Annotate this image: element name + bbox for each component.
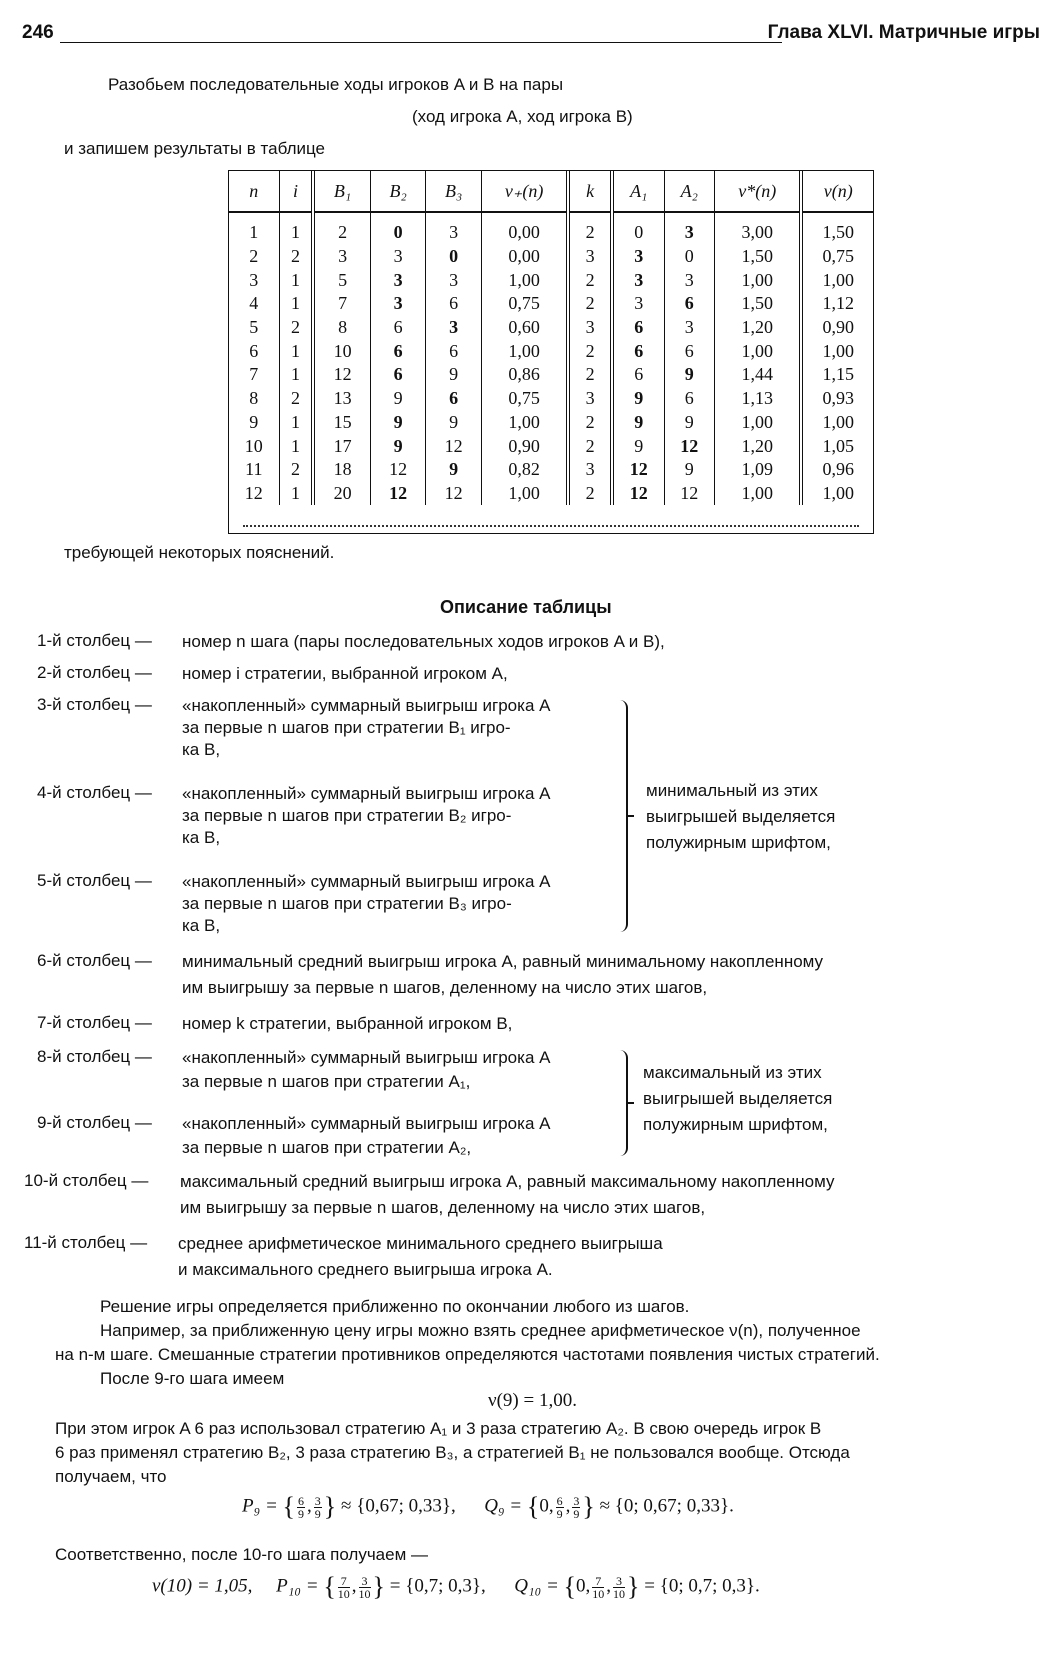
table-cell: 1,05 — [822, 435, 854, 456]
min-max-value: 9 — [449, 459, 459, 480]
table-cell: 10 — [229, 434, 279, 458]
table-cell: 8 — [229, 387, 279, 411]
brace-close: } — [372, 1572, 386, 1601]
col11-line2: и максимального среднего выигрыша игрока A. — [178, 1260, 553, 1279]
table-cell: 0,82 — [481, 458, 568, 482]
denominator: 10 — [337, 1586, 350, 1601]
p10-lhs: P₁₀ = — [276, 1575, 324, 1597]
col2-label: 2-й столбец — — [37, 663, 152, 682]
table-cell: 6 — [229, 339, 279, 363]
min-max-value: 6 — [393, 340, 403, 361]
table-cell: 7 — [229, 363, 279, 387]
table-cell — [664, 363, 715, 387]
table-cell: 2 — [279, 458, 313, 482]
table-cell: 9 — [229, 411, 279, 435]
table-cell: 9 — [370, 387, 426, 411]
min-max-value: 9 — [634, 388, 644, 409]
header-cell: B₃ — [426, 171, 482, 212]
col10-line1: максимальный средний выигрыш игрока A, равный максимальному накопленному — [180, 1172, 835, 1191]
table-cell: 3 — [313, 245, 370, 269]
table-cell: 6 — [612, 363, 664, 387]
header-cell: k — [568, 171, 612, 212]
fraction-3-10 — [613, 1575, 625, 1600]
col6-line2: им выигрышу за первые n шагов, деленному на число этих шагов, — [182, 978, 708, 997]
table-row — [229, 339, 873, 363]
min-max-value: 9 — [393, 411, 403, 432]
denominator: 9 — [573, 1506, 580, 1521]
table-cell: 2 — [279, 387, 313, 411]
header-cell: B₂ — [370, 171, 426, 212]
table-cell — [370, 434, 426, 458]
table-cell: 8 — [313, 316, 370, 340]
brace-open: { — [563, 1572, 577, 1601]
paragraph-3: После 9-го шага имеем — [100, 1369, 285, 1388]
min-max-value: 6 — [634, 340, 644, 361]
fraction-3-10 — [359, 1575, 371, 1600]
table-cell: 17 — [313, 434, 370, 458]
min-max-value: 9 — [393, 435, 403, 456]
table-row — [229, 292, 873, 316]
table-cell: 0,90 — [481, 434, 568, 458]
numerator: 3 — [613, 1575, 625, 1588]
results-table — [229, 171, 873, 505]
table-cell: 1,12 — [822, 293, 854, 314]
col10-line2: им выигрышу за первые n шагов, деленному на число этих шагов, — [180, 1198, 706, 1217]
brace-open: { — [526, 1492, 540, 1521]
numerator: 6 — [556, 1493, 563, 1508]
table-cell: 1 — [279, 268, 313, 292]
q10-zero: 0, — [576, 1575, 591, 1597]
chapter-title: Глава XLVI. Матричные игры — [767, 22, 1040, 43]
paragraph-4-line2: 6 раз применял стратегию B₂, 3 раза стратегию B₃, а стратегией B₁ не пользовался вообще. Отсюда — [55, 1443, 850, 1462]
table-cell: 0,86 — [481, 363, 568, 387]
fraction-3-9 — [314, 1495, 322, 1520]
col1-label: 1-й столбец — — [37, 631, 152, 650]
col9-label: 9-й столбец — — [37, 1113, 152, 1132]
table-row — [229, 411, 873, 435]
table-cell: 9 — [612, 434, 664, 458]
table-cell: 0,75 — [481, 292, 568, 316]
table-cell: 1,00 — [822, 411, 854, 432]
table-row — [229, 363, 873, 387]
min-max-value: 12 — [629, 459, 648, 480]
table-cell — [664, 212, 715, 245]
table-cell — [426, 387, 482, 411]
col5-line1: «накопленный» суммарный выигрыш игрока A — [182, 872, 551, 891]
numerator: 6 — [298, 1493, 305, 1508]
table-cell: 3 — [370, 245, 426, 269]
table-cell — [370, 482, 426, 506]
table-cell: 0,00 — [481, 245, 568, 269]
table-cell: 5 — [229, 316, 279, 340]
table-cell: 18 — [313, 458, 370, 482]
table-cell: 2 — [568, 411, 612, 435]
min-max-value: 12 — [389, 482, 408, 503]
min-max-value: 3 — [449, 317, 459, 338]
table-cell: 3 — [568, 387, 612, 411]
col11-line1: среднее арифметическое минимального среднего выигрыша — [178, 1234, 663, 1253]
denominator: 9 — [298, 1506, 305, 1521]
numerator: 3 — [359, 1575, 371, 1588]
table-cell: 2 — [568, 212, 612, 245]
min-max-value: 3 — [684, 222, 694, 243]
table-cell — [370, 292, 426, 316]
fraction-6-9 — [297, 1495, 305, 1520]
paragraph-2-line2: на n-м шаге. Смешанные стратегии противников определяются частотами появления чистых стратегий. — [55, 1345, 880, 1364]
col8-label: 8-й столбец — — [37, 1047, 152, 1066]
numerator: 3 — [573, 1493, 580, 1508]
min-max-value: 6 — [684, 293, 694, 314]
after-table-text: требующей некоторых пояснений. — [64, 543, 335, 562]
col3-line1: «накопленный» суммарный выигрыш игрока A — [182, 696, 551, 715]
denominator: 10 — [613, 1586, 626, 1601]
table-cell: 1,50 — [715, 245, 802, 269]
table-row — [229, 434, 873, 458]
formula-10: ν(10) = 1,05, P₁₀ = { $\frac{7}{10}$ , $\frac{3}{10}$ } = {0,7; 0,3}, Q₁₀ = {0, $\frac{7}{10}$ , $\frac{3}{10}$ } = {0; 0,7; 0,3}. — [152, 1572, 760, 1601]
table-cell: 9 — [664, 411, 715, 435]
fraction-6-9 — [556, 1495, 564, 1520]
table-cell: 1,00 — [715, 339, 802, 363]
table-cell — [612, 268, 664, 292]
fraction-7-10 — [592, 1575, 604, 1600]
table-cell: 0 — [612, 212, 664, 245]
table-dotted-line — [243, 525, 859, 527]
brace-2-tip — [626, 1102, 634, 1104]
table-cell: 1 — [279, 411, 313, 435]
table-row — [229, 458, 873, 482]
numerator: 3 — [314, 1493, 321, 1508]
header-cell: ν*(n) — [715, 171, 802, 212]
min-max-value: 3 — [393, 269, 403, 290]
col3-label: 3-й столбец — — [37, 695, 152, 714]
table-cell: 2 — [568, 339, 612, 363]
table-row — [229, 482, 873, 506]
col9-line2: за первые n шагов при стратегии A₂, — [182, 1138, 472, 1157]
table-cell — [612, 316, 664, 340]
min-max-value: 0 — [393, 222, 403, 243]
col11-label: 11-й столбец — — [24, 1233, 148, 1252]
page-number: 246 — [22, 22, 54, 43]
p10-eq: = {0,7; 0,3}, — [385, 1575, 486, 1597]
brace-1-tip — [626, 815, 634, 817]
min-max-value: 6 — [393, 364, 403, 385]
formula-v9: ν(9) = 1,00. — [488, 1390, 577, 1411]
min-max-value: 9 — [634, 411, 644, 432]
table-cell: 2 — [279, 316, 313, 340]
table-cell: 12 — [664, 482, 715, 506]
brace-close: } — [323, 1492, 337, 1521]
min-max-value: 3 — [634, 246, 644, 267]
paragraph-1: Решение игры определяется приближенно по окончании любого из шагов. — [100, 1297, 690, 1316]
table-cell — [664, 292, 715, 316]
table-cell: 2 — [568, 292, 612, 316]
table-cell: 1 — [279, 292, 313, 316]
table-cell: 1,00 — [715, 482, 802, 506]
table-cell: 5 — [313, 268, 370, 292]
numerator: 7 — [592, 1575, 604, 1588]
table-cell: 3 — [612, 292, 664, 316]
paragraph-4-line3: получаем, что — [55, 1467, 167, 1486]
table-body — [229, 212, 873, 505]
table-cell: 10 — [313, 339, 370, 363]
col6-label: 6-й столбец — — [37, 951, 152, 970]
table-cell: 7 — [313, 292, 370, 316]
table-cell: 6 — [664, 387, 715, 411]
table-cell: 20 — [313, 482, 370, 506]
numerator: 7 — [338, 1575, 350, 1588]
results-table-frame — [228, 170, 874, 534]
table-cell: 0,60 — [481, 316, 568, 340]
table-cell: 12 — [229, 482, 279, 506]
table-cell: 1,00 — [822, 269, 854, 290]
table-cell: 0,90 — [822, 317, 854, 338]
col5-label: 5-й столбец — — [37, 871, 152, 890]
table-cell: 1,09 — [715, 458, 802, 482]
table-cell: 1 — [279, 212, 313, 245]
brace-open: { — [282, 1492, 296, 1521]
col8-line1: «накопленный» суммарный выигрыш игрока A — [182, 1048, 551, 1067]
brace-close: } — [627, 1572, 640, 1601]
col1-text: номер n шага (пары последовательных ходов игроков A и B), — [182, 632, 665, 651]
header-cell: A₂ — [664, 171, 715, 212]
header-cell: n — [229, 171, 279, 212]
table-cell: 9 — [664, 458, 715, 482]
table-cell: 2 — [568, 268, 612, 292]
col3-line2: за первые n шагов при стратегии B₁ игро- — [182, 718, 511, 737]
table-cell: 12 — [426, 482, 482, 506]
table-cell: 6 — [426, 292, 482, 316]
min-max-value: 12 — [629, 482, 648, 503]
table-row — [229, 387, 873, 411]
col4-line3: ка B, — [182, 828, 221, 847]
table-row — [229, 268, 873, 292]
col3-line3: ка B, — [182, 740, 221, 759]
table-cell: 0,00 — [481, 212, 568, 245]
denominator: 10 — [592, 1586, 605, 1601]
table-cell: 1,00 — [481, 482, 568, 506]
table-cell — [426, 458, 482, 482]
table-cell: 3 — [568, 316, 612, 340]
table-cell: 6 — [370, 316, 426, 340]
table-cell: 1,00 — [481, 339, 568, 363]
table-cell: 2 — [568, 482, 612, 506]
col4-line2: за первые n шагов при стратегии B₂ игро- — [182, 806, 512, 825]
table-cell: 2 — [568, 363, 612, 387]
bracket2-line3: полужирным шрифтом, — [643, 1115, 828, 1134]
table-cell: 3 — [426, 212, 482, 245]
col5-line3: ка B, — [182, 916, 221, 935]
header-cell: ν(n) — [801, 171, 873, 212]
table-cell — [370, 363, 426, 387]
min-max-value: 3 — [634, 269, 644, 290]
min-max-value: 0 — [449, 246, 459, 267]
intro-line-3: и запишем результаты в таблице — [64, 139, 325, 158]
table-cell: 11 — [229, 458, 279, 482]
bracket2-line2: выигрышей выделяется — [643, 1089, 833, 1108]
table-cell: 3 — [664, 316, 715, 340]
table-cell: 3 — [664, 268, 715, 292]
intro-line-1: Разобьем последовательные ходы игроков A и B на пары — [108, 75, 564, 94]
table-cell: 0,75 — [481, 387, 568, 411]
table-cell — [426, 245, 482, 269]
table-cell: 1 — [279, 434, 313, 458]
table-cell: 1,20 — [715, 316, 802, 340]
table-cell: 1 — [279, 363, 313, 387]
intro-line-2: (ход игрока A, ход игрока B) — [412, 107, 633, 126]
min-max-value: 3 — [393, 293, 403, 314]
table-row — [229, 212, 873, 245]
col4-line1: «накопленный» суммарный выигрыш игрока A — [182, 784, 551, 803]
table-cell: 4 — [229, 292, 279, 316]
page-header — [22, 18, 1040, 48]
table-cell: 1,13 — [715, 387, 802, 411]
header-rule — [60, 42, 782, 43]
table-cell: 2 — [568, 434, 612, 458]
table-cell: 0,96 — [822, 459, 854, 480]
table-cell — [370, 411, 426, 435]
formula-p9-q9: P₉ = { $\frac{6}{9}$ , $\frac{3}{9}$ } ≈ {0,67; 0,33}, Q₉ = {0, $\frac{6}{9}$ , $\frac{3}{9}$ } ≈ {0; 0,67; 0,33}. — [242, 1492, 734, 1521]
col9-line1: «накопленный» суммарный выигрыш игрока A — [182, 1114, 551, 1133]
table-cell: 1,00 — [715, 411, 802, 435]
denominator: 9 — [556, 1506, 563, 1521]
table-cell: 3 — [426, 268, 482, 292]
col4-label: 4-й столбец — — [37, 783, 152, 802]
table-cell: 12 — [370, 458, 426, 482]
col7-label: 7-й столбец — — [37, 1013, 152, 1032]
table-cell: 9 — [426, 363, 482, 387]
col10-label: 10-й столбец — — [24, 1171, 149, 1190]
bracket1-line3: полужирным шрифтом, — [646, 833, 831, 852]
min-max-value: 6 — [634, 317, 644, 338]
table-cell: 1,50 — [822, 222, 854, 243]
p9-lhs: P₉ = — [242, 1495, 283, 1517]
min-max-value: 6 — [449, 388, 459, 409]
col5-line2: за первые n шагов при стратегии B₃ игро- — [182, 894, 512, 913]
table-cell — [370, 268, 426, 292]
min-max-value: 12 — [680, 435, 699, 456]
table-cell: 9 — [426, 411, 482, 435]
table-cell: 1 — [229, 212, 279, 245]
col6-line1: минимальный средний выигрыш игрока A, равный минимальному накопленному — [182, 952, 824, 971]
table-cell — [612, 339, 664, 363]
col2-text: номер i стратегии, выбранной игроком A, — [182, 664, 508, 683]
table-cell: 1,20 — [715, 434, 802, 458]
table-cell: 6 — [664, 339, 715, 363]
col8-line2: за первые n шагов при стратегии A₁, — [182, 1072, 471, 1091]
table-cell: 12 — [426, 434, 482, 458]
table-cell: 1,00 — [822, 340, 854, 361]
table-cell: 3,00 — [715, 212, 802, 245]
table-cell — [426, 316, 482, 340]
denominator: 10 — [358, 1586, 371, 1601]
q9-lhs: Q₉ = — [484, 1495, 527, 1517]
table-cell: 12 — [313, 363, 370, 387]
q9-zero: 0, — [539, 1495, 554, 1517]
table-cell: 1,00 — [715, 268, 802, 292]
table-cell: 2 — [279, 245, 313, 269]
brace-open: { — [323, 1572, 336, 1601]
paragraph-5: Соответственно, после 10-го шага получаем — — [55, 1545, 428, 1564]
table-row — [229, 245, 873, 269]
paragraph-2-line1: Например, за приближенную цену игры можно взять среднее арифметическое ν(n), полученное — [100, 1321, 861, 1340]
table-cell: 1,00 — [822, 482, 854, 503]
v10: ν(10) = 1,05, — [152, 1575, 253, 1597]
q10-eq: = {0; 0,7; 0,3}. — [639, 1575, 760, 1597]
table-cell — [370, 212, 426, 245]
p9-approx: ≈ {0,67; 0,33}, — [336, 1495, 456, 1517]
table-cell: 15 — [313, 411, 370, 435]
paragraph-4-line1: При этом игрок A 6 раз использовал стратегию A₁ и 3 раза стратегию A₂. В свою очередь игрок B — [55, 1419, 822, 1438]
table-cell: 0,75 — [822, 246, 854, 267]
table-cell — [612, 245, 664, 269]
table-cell: 1 — [279, 482, 313, 506]
table-cell: 3 — [568, 458, 612, 482]
table-header-row — [229, 171, 873, 212]
table-cell — [370, 339, 426, 363]
table-cell — [612, 482, 664, 506]
header-cell: i — [279, 171, 313, 212]
table-cell: 2 — [229, 245, 279, 269]
table-cell — [612, 387, 664, 411]
header-cell: B₁ — [313, 171, 370, 212]
table-cell: 3 — [229, 268, 279, 292]
bracket1-line2: выигрышей выделяется — [646, 807, 836, 826]
table-cell: 1,00 — [481, 268, 568, 292]
table-cell: 1,44 — [715, 363, 802, 387]
table-cell — [664, 434, 715, 458]
fraction-7-10 — [338, 1575, 350, 1600]
table-cell: 2 — [313, 212, 370, 245]
header-cell: A₁ — [612, 171, 664, 212]
table-cell: 1,15 — [822, 364, 854, 385]
min-max-value: 9 — [684, 364, 694, 385]
table-cell: 3 — [568, 245, 612, 269]
table-cell: 6 — [426, 339, 482, 363]
description-title: Описание таблицы — [440, 597, 612, 617]
table-row — [229, 316, 873, 340]
header-cell: ν₊(n) — [481, 171, 568, 212]
bracket2-line1: максимальный из этих — [643, 1063, 822, 1082]
q10-lhs: Q₁₀ = — [514, 1575, 564, 1597]
table-cell: 13 — [313, 387, 370, 411]
table-cell — [612, 458, 664, 482]
table-cell — [612, 411, 664, 435]
fraction-3-9 — [572, 1495, 580, 1520]
table-cell: 1,00 — [481, 411, 568, 435]
col7-text: номер k стратегии, выбранной игроком B, — [182, 1014, 513, 1033]
table-cell: 0 — [664, 245, 715, 269]
denominator: 9 — [314, 1506, 321, 1521]
table-cell: 0,93 — [822, 388, 854, 409]
bracket1-line1: минимальный из этих — [646, 781, 818, 800]
q9-approx: ≈ {0; 0,67; 0,33}. — [594, 1495, 734, 1517]
table-cell: 1 — [279, 339, 313, 363]
brace-close: } — [582, 1492, 595, 1521]
table-cell: 1,50 — [715, 292, 802, 316]
